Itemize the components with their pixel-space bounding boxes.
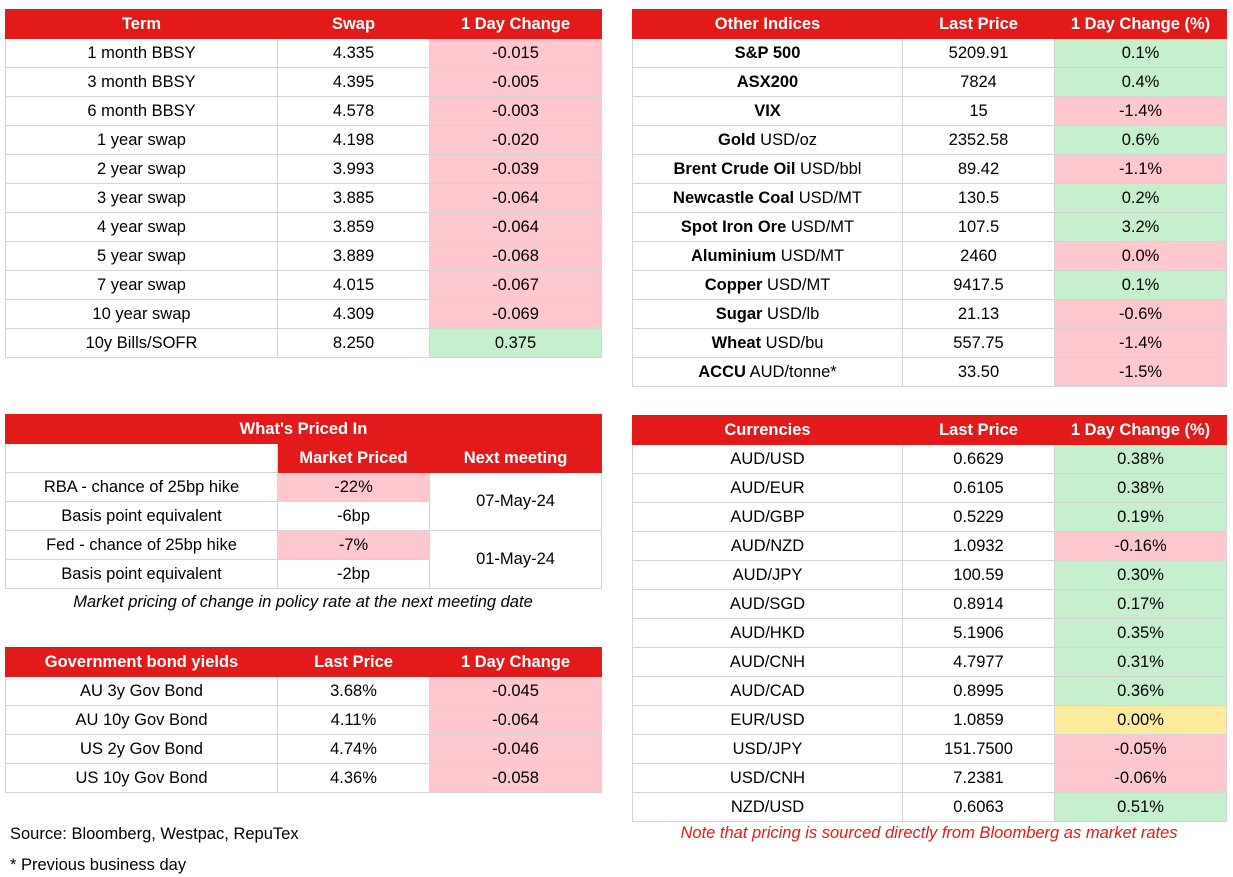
rba-next-meeting: 07-May-24 (430, 473, 602, 531)
index-unit: USD/oz (755, 130, 817, 149)
currencies-section (632, 415, 1227, 822)
currency-row (633, 445, 1227, 474)
index-change: -1.4% (1055, 97, 1227, 126)
index-price: 9417.5 (903, 271, 1055, 300)
swap-row (6, 271, 602, 300)
index-price: 2352.58 (903, 126, 1055, 155)
index-row (633, 300, 1227, 329)
bonds-section (5, 647, 602, 793)
index-change: 0.0% (1055, 242, 1227, 271)
swap-row (6, 329, 602, 358)
swap-change: -0.068 (430, 242, 602, 271)
currency-price: 151.7500 (903, 735, 1055, 764)
index-price: 7824 (903, 68, 1055, 97)
currency-pair: USD/CNH (633, 764, 903, 793)
index-unit: USD/MT (786, 217, 855, 236)
currency-price: 0.8995 (903, 677, 1055, 706)
swaps-header-row (6, 10, 602, 39)
priced-in-value: -2bp (278, 560, 430, 589)
currencies-body (633, 445, 1227, 822)
swap-term: 4 year swap (6, 213, 278, 242)
currency-row (633, 503, 1227, 532)
indices-header-name: Other Indices (633, 10, 903, 39)
currency-pair: AUD/GBP (633, 503, 903, 532)
swaps-header-swap: Swap (278, 10, 430, 39)
swap-row (6, 39, 602, 68)
bonds-header-name: Government bond yields (6, 648, 278, 677)
swap-change: -0.039 (430, 155, 602, 184)
currency-pair: NZD/USD (633, 793, 903, 822)
swap-term: 1 month BBSY (6, 39, 278, 68)
currency-change: 0.38% (1055, 474, 1227, 503)
currency-price: 5.1906 (903, 619, 1055, 648)
bond-row (6, 677, 602, 706)
priced-in-label: Basis point equivalent (6, 560, 278, 589)
indices-table (632, 9, 1227, 387)
bonds-header-change: 1 Day Change (430, 648, 602, 677)
swap-rate: 4.198 (278, 126, 430, 155)
currencies-table (632, 415, 1227, 822)
bond-row (6, 706, 602, 735)
index-name-cell (633, 126, 903, 155)
source-note: Source: Bloomberg, Westpac, RepuTex (10, 825, 299, 843)
index-change: -1.5% (1055, 358, 1227, 387)
currency-row (633, 706, 1227, 735)
fed-next-meeting: 01-May-24 (430, 531, 602, 589)
bonds-header-price: Last Price (278, 648, 430, 677)
currency-change: 0.36% (1055, 677, 1227, 706)
currency-price: 100.59 (903, 561, 1055, 590)
currency-change: -0.05% (1055, 735, 1227, 764)
index-row (633, 271, 1227, 300)
index-unit: USD/MT (762, 275, 831, 294)
swap-row (6, 97, 602, 126)
swap-rate: 3.889 (278, 242, 430, 271)
index-unit: AUD/tonne* (745, 362, 837, 381)
swap-term: 6 month BBSY (6, 97, 278, 126)
priced-in-section (5, 414, 602, 589)
swaps-body (6, 39, 602, 358)
index-name-cell (633, 271, 903, 300)
bond-change: -0.058 (430, 764, 602, 793)
index-name-cell (633, 300, 903, 329)
index-name: Newcastle Coal (673, 188, 795, 207)
index-row (633, 329, 1227, 358)
swap-term: 1 year swap (6, 126, 278, 155)
currency-pair: AUD/SGD (633, 590, 903, 619)
index-name-cell (633, 155, 903, 184)
indices-header-price: Last Price (903, 10, 1055, 39)
index-name-cell (633, 213, 903, 242)
index-name-cell (633, 329, 903, 358)
index-change: 0.4% (1055, 68, 1227, 97)
indices-header-row (633, 10, 1227, 39)
swap-term: 10y Bills/SOFR (6, 329, 278, 358)
bonds-body (6, 677, 602, 793)
index-price: 107.5 (903, 213, 1055, 242)
index-row (633, 155, 1227, 184)
swap-term: 5 year swap (6, 242, 278, 271)
priced-in-body (6, 473, 602, 589)
priced-in-row (6, 531, 602, 560)
priced-in-row (6, 473, 602, 502)
bond-row (6, 735, 602, 764)
swap-change: -0.064 (430, 184, 602, 213)
currency-price: 7.2381 (903, 764, 1055, 793)
index-unit: USD/bu (761, 333, 824, 352)
bond-name: US 2y Gov Bond (6, 735, 278, 764)
bonds-header-row (6, 648, 602, 677)
swap-change: -0.020 (430, 126, 602, 155)
index-change: 0.1% (1055, 39, 1227, 68)
currency-change: 0.30% (1055, 561, 1227, 590)
currency-price: 4.7977 (903, 648, 1055, 677)
index-row (633, 126, 1227, 155)
currency-price: 1.0859 (903, 706, 1055, 735)
swap-rate: 4.335 (278, 39, 430, 68)
currency-change: 0.31% (1055, 648, 1227, 677)
index-price: 557.75 (903, 329, 1055, 358)
currencies-header-row (633, 416, 1227, 445)
priced-in-label: Basis point equivalent (6, 502, 278, 531)
previous-day-note: * Previous business day (10, 856, 187, 874)
index-row (633, 68, 1227, 97)
index-unit: USD/MT (776, 246, 845, 265)
currencies-header-change: 1 Day Change (%) (1055, 416, 1227, 445)
priced-in-value: -7% (278, 531, 430, 560)
currency-row (633, 561, 1227, 590)
index-row (633, 97, 1227, 126)
swap-rate: 4.309 (278, 300, 430, 329)
index-name: Wheat (711, 333, 762, 352)
currency-row (633, 474, 1227, 503)
swap-change: -0.015 (430, 39, 602, 68)
bond-price: 4.11% (278, 706, 430, 735)
currency-row (633, 648, 1227, 677)
priced-in-header-blank (6, 444, 278, 473)
index-change: -1.1% (1055, 155, 1227, 184)
currency-row (633, 677, 1227, 706)
bond-price: 4.74% (278, 735, 430, 764)
currency-change: 0.00% (1055, 706, 1227, 735)
swap-term: 3 year swap (6, 184, 278, 213)
priced-in-label: RBA - chance of 25bp hike (6, 473, 278, 502)
currency-pair: EUR/USD (633, 706, 903, 735)
swap-row (6, 184, 602, 213)
priced-in-title: What's Priced In (6, 415, 602, 444)
index-price: 33.50 (903, 358, 1055, 387)
currency-price: 1.0932 (903, 532, 1055, 561)
indices-header-change: 1 Day Change (%) (1055, 10, 1227, 39)
currency-change: 0.51% (1055, 793, 1227, 822)
index-change: 0.2% (1055, 184, 1227, 213)
priced-in-title-row (6, 415, 602, 444)
index-name: VIX (754, 101, 781, 120)
index-price: 5209.91 (903, 39, 1055, 68)
swap-rate: 3.859 (278, 213, 430, 242)
swap-row (6, 242, 602, 271)
bond-row (6, 764, 602, 793)
index-name: Sugar (715, 304, 763, 323)
priced-in-header-row (6, 444, 602, 473)
index-price: 89.42 (903, 155, 1055, 184)
swap-rate: 4.578 (278, 97, 430, 126)
bonds-table (5, 647, 602, 793)
index-name-cell (633, 68, 903, 97)
bond-name: US 10y Gov Bond (6, 764, 278, 793)
swap-rate: 8.250 (278, 329, 430, 358)
currency-change: 0.17% (1055, 590, 1227, 619)
priced-in-value: -22% (278, 473, 430, 502)
swap-change: -0.003 (430, 97, 602, 126)
bond-name: AU 10y Gov Bond (6, 706, 278, 735)
swaps-table (5, 9, 602, 358)
index-name: Gold (717, 130, 756, 149)
index-price: 130.5 (903, 184, 1055, 213)
bond-change: -0.064 (430, 706, 602, 735)
priced-in-header-meeting: Next meeting (430, 444, 602, 473)
index-change: -0.6% (1055, 300, 1227, 329)
index-name: ASX200 (736, 72, 799, 91)
swap-change: 0.375 (430, 329, 602, 358)
currency-pair: AUD/NZD (633, 532, 903, 561)
priced-in-table (5, 414, 602, 589)
currency-pair: AUD/JPY (633, 561, 903, 590)
swap-rate: 4.015 (278, 271, 430, 300)
currency-row (633, 590, 1227, 619)
currency-pair: AUD/EUR (633, 474, 903, 503)
swaps-header-term: Term (6, 10, 278, 39)
priced-in-header-market: Market Priced (278, 444, 430, 473)
currency-pair: AUD/HKD (633, 619, 903, 648)
currency-pair: USD/JPY (633, 735, 903, 764)
currency-pair: AUD/CAD (633, 677, 903, 706)
currency-row (633, 764, 1227, 793)
index-unit: USD/MT (794, 188, 862, 207)
index-name-cell (633, 184, 903, 213)
bond-change: -0.045 (430, 677, 602, 706)
index-name-cell (633, 358, 903, 387)
index-unit: USD/lb (762, 304, 820, 323)
swap-row (6, 300, 602, 329)
index-row (633, 39, 1227, 68)
swap-row (6, 213, 602, 242)
bond-change: -0.046 (430, 735, 602, 764)
index-name: Spot Iron Ore (680, 217, 787, 236)
currency-row (633, 619, 1227, 648)
currency-change: -0.06% (1055, 764, 1227, 793)
swap-row (6, 126, 602, 155)
priced-in-label: Fed - chance of 25bp hike (6, 531, 278, 560)
index-change: -1.4% (1055, 329, 1227, 358)
swap-row (6, 155, 602, 184)
currency-change: -0.16% (1055, 532, 1227, 561)
currency-price: 0.6063 (903, 793, 1055, 822)
swap-term: 10 year swap (6, 300, 278, 329)
index-name: Aluminium (690, 246, 777, 265)
currency-price: 0.6105 (903, 474, 1055, 503)
swap-change: -0.005 (430, 68, 602, 97)
indices-section (632, 9, 1227, 387)
swap-rate: 3.885 (278, 184, 430, 213)
index-price: 2460 (903, 242, 1055, 271)
currency-price: 0.5229 (903, 503, 1055, 532)
index-row (633, 358, 1227, 387)
bloomberg-note: Note that pricing is sourced directly from Bloomberg as market rates (680, 824, 1178, 842)
swap-term: 3 month BBSY (6, 68, 278, 97)
currency-row (633, 735, 1227, 764)
index-price: 15 (903, 97, 1055, 126)
swap-change: -0.064 (430, 213, 602, 242)
index-row (633, 184, 1227, 213)
index-name: Copper (704, 275, 763, 294)
index-change: 0.1% (1055, 271, 1227, 300)
swaps-header-change: 1 Day Change (430, 10, 602, 39)
index-name-cell (633, 39, 903, 68)
currency-row (633, 532, 1227, 561)
currencies-header-pair: Currencies (633, 416, 903, 445)
swap-rate: 4.395 (278, 68, 430, 97)
index-row (633, 213, 1227, 242)
swap-change: -0.067 (430, 271, 602, 300)
currency-change: 0.38% (1055, 445, 1227, 474)
swap-term: 2 year swap (6, 155, 278, 184)
currency-pair: AUD/CNH (633, 648, 903, 677)
index-name: S&P 500 (734, 43, 801, 62)
swap-change: -0.069 (430, 300, 602, 329)
currency-price: 0.6629 (903, 445, 1055, 474)
indices-body (633, 39, 1227, 387)
swaps-section (5, 9, 602, 358)
priced-in-note: Market pricing of change in policy rate at the next meeting date (73, 593, 533, 611)
bond-price: 4.36% (278, 764, 430, 793)
bond-price: 3.68% (278, 677, 430, 706)
swap-row (6, 68, 602, 97)
index-name: ACCU (698, 362, 746, 381)
index-name: Brent Crude Oil (673, 159, 796, 178)
currencies-header-price: Last Price (903, 416, 1055, 445)
currency-change: 0.35% (1055, 619, 1227, 648)
swap-term: 7 year swap (6, 271, 278, 300)
swap-rate: 3.993 (278, 155, 430, 184)
index-row (633, 242, 1227, 271)
priced-in-value: -6bp (278, 502, 430, 531)
index-name-cell (633, 242, 903, 271)
index-unit: USD/bbl (795, 159, 862, 178)
currency-change: 0.19% (1055, 503, 1227, 532)
bond-name: AU 3y Gov Bond (6, 677, 278, 706)
currency-price: 0.8914 (903, 590, 1055, 619)
currency-pair: AUD/USD (633, 445, 903, 474)
index-name-cell (633, 97, 903, 126)
index-price: 21.13 (903, 300, 1055, 329)
currency-row (633, 793, 1227, 822)
index-change: 3.2% (1055, 213, 1227, 242)
index-change: 0.6% (1055, 126, 1227, 155)
